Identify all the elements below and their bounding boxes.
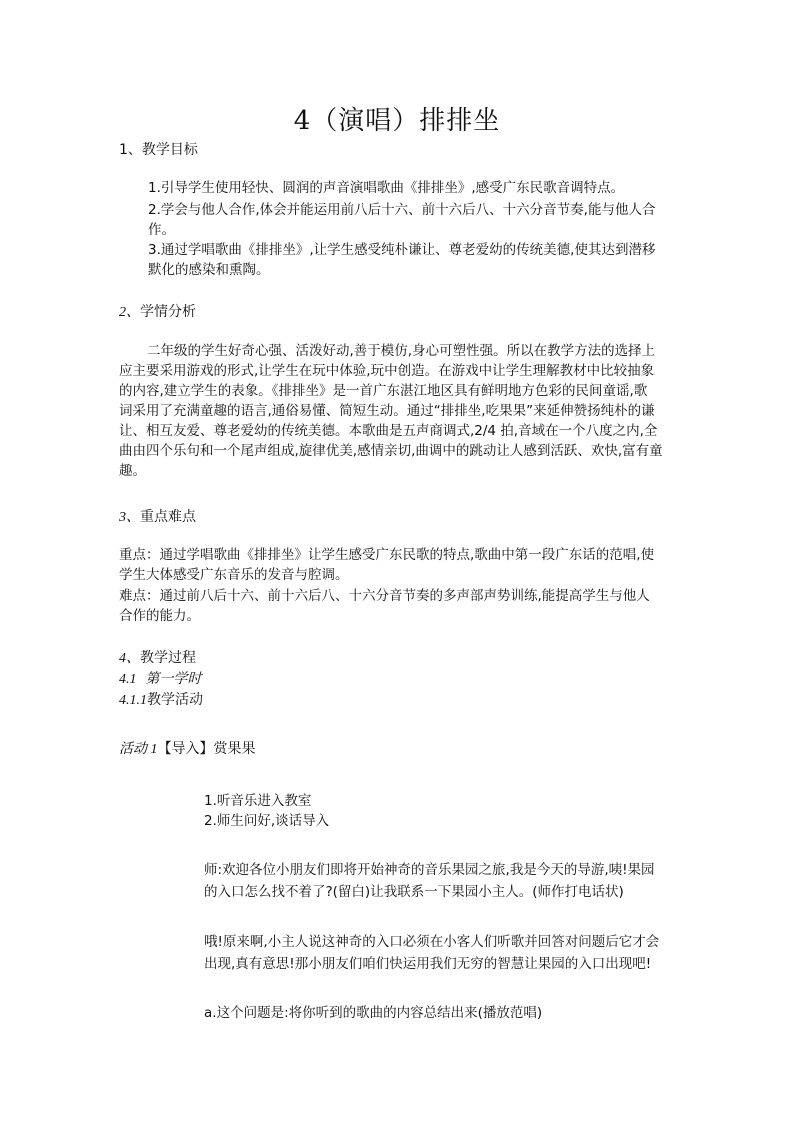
analysis-line: 的内容,建立学生的表象。《排排坐》是一首广东湛江地区具有鲜明地方色彩的民间童谣,歌 (119, 383, 648, 399)
section3-label: 重点难点 (140, 509, 196, 525)
section2-label: 学情分析 (140, 304, 196, 320)
goal-item-3-line-1: 3.通过学唱歌曲《排排坐》,让学生感受纯朴谦让、尊老爱幼的传统美德,使其达到潜移 (148, 242, 656, 258)
activity-step: 2.师生问好,谈话导入 (204, 813, 330, 829)
goal-item-2-line-2: 作。 (148, 222, 175, 238)
dialogue-line: 的入口怎么找不着了?(留白)让我联系一下果园小主人。(师作打电话状) (204, 884, 624, 900)
subsection-4-1-label: 第一学时 (145, 672, 202, 687)
key-point-line: 学生大体感受广东音乐的发音与腔调。 (119, 567, 349, 583)
analysis-line: 趣。 (119, 463, 146, 479)
section1-heading: 1、教学目标 (119, 142, 198, 158)
key-point-line: 重点：通过学唱歌曲《排排坐》让学生感受广东民歌的特点,歌曲中第一段广东话的范唱,使 (119, 547, 655, 563)
goal-item-2 (148, 200, 655, 240)
goal-item-3-line-2: 默化的感染和熏陶。 (148, 262, 270, 278)
dialogue-line: 哦!原来啊,小主人说这神奇的入口必须在小客人们听歌并回答对问题后它才会 (204, 934, 660, 950)
subsection-4-1-1-number: 4.1.1 (119, 693, 147, 708)
key-point-paragraph (119, 545, 654, 585)
section4-number: 4、 (119, 651, 140, 666)
goal-item-2-line-1: 2.学会与他人合作,体会并能运用前八后十六、前十六后八、十六分音节奏,能与他人合 (148, 202, 656, 218)
subsection-4-1-number: 4.1 (119, 672, 137, 687)
analysis-line: 让、相互友爱、尊老爱幼的传统美德。本歌曲是五声商调式,2/4 拍,音域在一个八度之内,全 (119, 423, 658, 439)
activity-label: 【导入】赏果果 (157, 741, 256, 757)
goal-item-1-line: 1.引导学生使用轻快、圆润的声音演唱歌曲《排排坐》,感受广东民歌音调特点。 (148, 180, 625, 196)
question-a: a.这个问题是:将你听到的歌曲的内容总结出来(播放范唱) (204, 1005, 543, 1021)
analysis-line: 曲由四个乐句和一个尾声组成,旋律优美,感情亲切,曲调中的跳动让人感到活跃、欢快,富有童 (119, 443, 663, 459)
subsection-4-1-1-label: 教学活动 (147, 692, 203, 708)
activity-prefix: 活动 1 (119, 742, 158, 757)
page-title: 4（演唱）排排坐 (293, 106, 501, 136)
teacher-dialogue-2 (204, 931, 659, 975)
section3-heading (119, 506, 196, 526)
goal-item-1 (148, 178, 624, 198)
section4-label: 教学过程 (140, 650, 196, 666)
section4-heading (119, 647, 196, 667)
dialogue-line: 师:欢迎各位小朋友们即将开始神奇的音乐果园之旅,我是今天的导游,咦!果园 (204, 862, 655, 878)
analysis-line: 应主要采用游戏的形式,让学生在玩中体验,玩中创造。在游戏中让学生理解教材中比较抽象 (119, 363, 655, 379)
difficulty-line: 难点：通过前八后十六、前十六后八、十六分音节奏的多声部声势训练,能提高学生与他人 (119, 588, 650, 604)
activity-steps (204, 791, 329, 831)
dialogue-line: 出现,真有意思!那小朋友们咱们快运用我们无穷的智慧让果园的入口出现吧! (204, 956, 652, 972)
goal-item-3 (148, 240, 655, 280)
difficulty-line: 合作的能力。 (119, 608, 200, 624)
difficulty-paragraph (119, 586, 650, 626)
section2-number: 2、 (119, 305, 140, 320)
activity-step: 1.听音乐进入教室 (204, 793, 312, 809)
student-analysis-paragraph (119, 341, 663, 481)
section3-number: 3、 (119, 510, 140, 525)
activity-heading (119, 738, 256, 758)
teacher-dialogue-1 (204, 859, 655, 903)
section2-heading (119, 301, 196, 321)
subsection-4-1-1 (119, 689, 203, 709)
subsection-4-1 (119, 668, 201, 688)
analysis-line: 词采用了充满童趣的语言,通俗易懂、简短生动。通过“排排坐,吃果果”来延伸赞扬纯朴的谦 (119, 403, 655, 419)
analysis-line: 二年级的学生好奇心强、活泼好动,善于模仿,身心可塑性强。所以在教学方法的选择上 (147, 343, 656, 359)
